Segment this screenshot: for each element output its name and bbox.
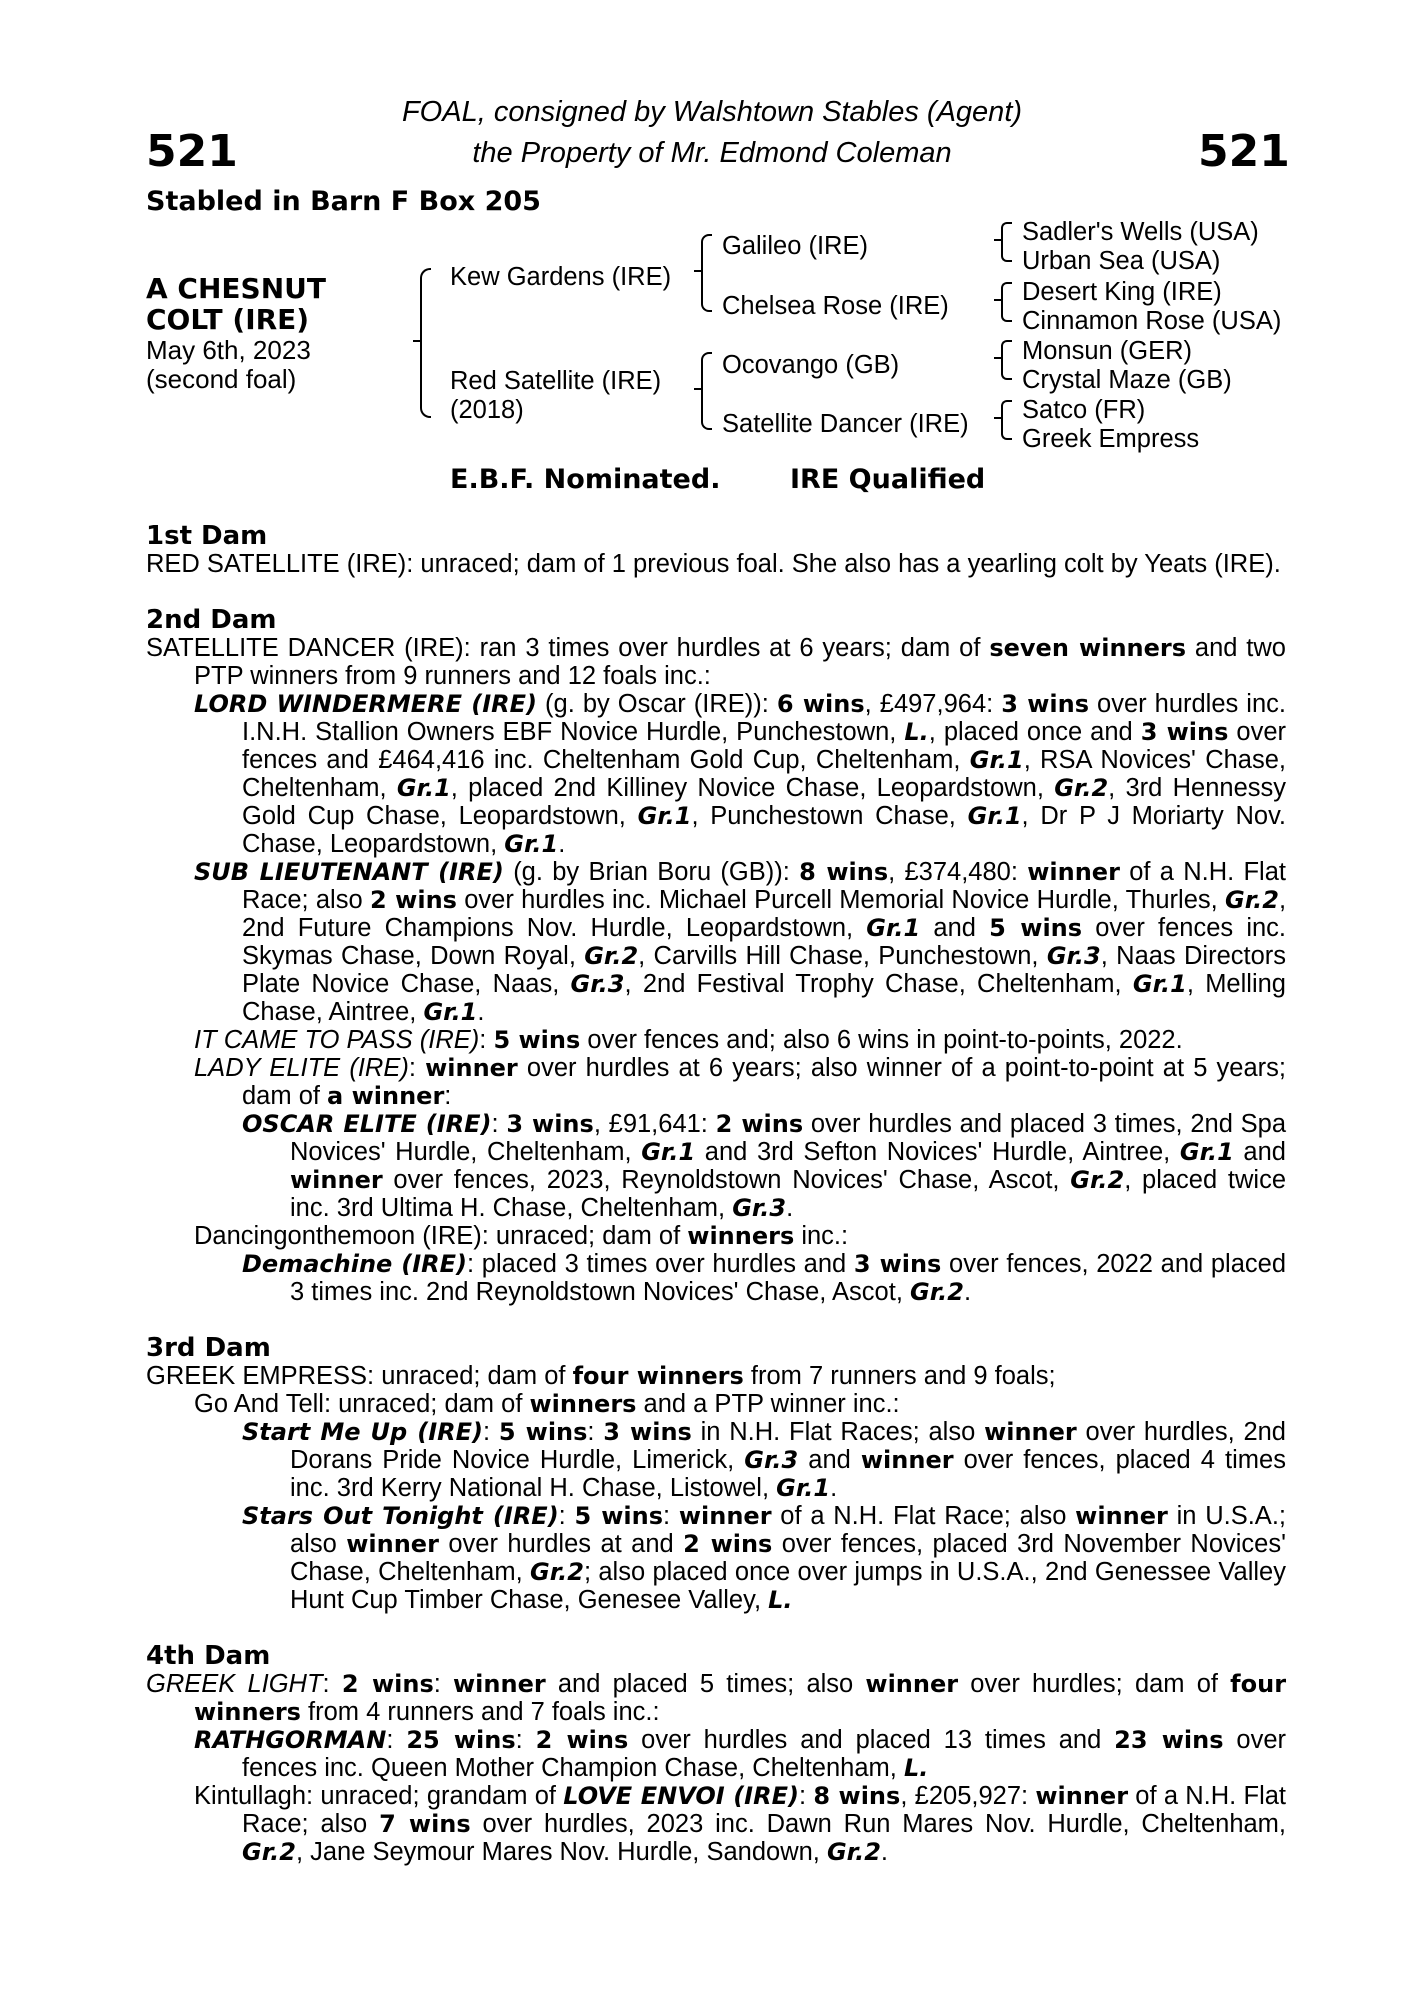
pedigree-g3-5: Monsun (GER) bbox=[1022, 337, 1193, 365]
pedigree-brace-g4 bbox=[1001, 400, 1012, 440]
pedigree-dam-sire: Ocovango (GB) bbox=[722, 351, 900, 379]
produce-oscar-elite: OSCAR ELITE (IRE): 3 wins, £91,641: 2 wins over hurdles and placed 3 times, 2nd Spa Novices' Hurdle, Cheltenham, Gr.1 and 3rd Sefton Novices' Hurdle, Aintree, Gr.1 and winner over fences, 2023, Reynoldstown Novices' Chase, Ascot, Gr.2, placed twice inc. 3rd Ultima H. Chase, Cheltenham, Gr.3. bbox=[242, 1110, 1287, 1222]
foaling-date: May 6th, 2023 bbox=[146, 335, 311, 365]
pedigree-dam-dam: Satellite Dancer (IRE) bbox=[722, 410, 969, 438]
dam3-text: GREEK EMPRESS: unraced; dam of four winners from 7 runners and 9 foals; bbox=[146, 1362, 1056, 1390]
produce-lord-windermere: LORD WINDERMERE (IRE) (g. by Oscar (IRE)): 6 wins, £497,964: 3 wins over hurdles inc. I.N.H. Stallion Owners EBF Novice Hurdle, Punchestown, L., placed once and 3 wins over fences and £464,416 inc. Cheltenham Gold Cup, Cheltenham, Gr.1, RSA Novices' Chase, Cheltenham, Gr.1, placed 2nd Killiney Novice Chase, Leopardstown, Gr.2, 3rd Hennessy Gold Cup Chase, Leopardstown, Gr.1, Punchestown Chase, Gr.1, Dr P J Moriarty Nov. Chase, Leopardstown, Gr.1. bbox=[194, 690, 1287, 858]
pedigree-brace-sire bbox=[701, 234, 712, 312]
pedigree-g3-3: Desert King (IRE) bbox=[1022, 278, 1222, 306]
pedigree-brace-g1-tip bbox=[994, 239, 1001, 241]
pedigree-dam: Red Satellite (IRE) bbox=[450, 367, 662, 395]
produce-kintullagh: Kintullagh: unraced; grandam of LOVE ENVOI (IRE): 8 wins, £205,927: winner of a N.H. Flat Race; also 7 wins over hurdles, 2023 inc. Dawn Run Mares Nov. Hurdle, Cheltenham, Gr.2, Jane Seymour Mares Nov. Hurdle, Sandown, Gr.2. bbox=[194, 1782, 1287, 1866]
dam1-heading: 1st Dam bbox=[146, 521, 268, 551]
pedigree-brace-main bbox=[420, 268, 431, 418]
horse-description-line-2: COLT (IRE) bbox=[146, 303, 310, 336]
pedigree-brace-g2 bbox=[1001, 282, 1012, 322]
pedigree-g3-7: Satco (FR) bbox=[1022, 396, 1146, 424]
pedigree-body bbox=[146, 522, 1286, 1866]
ebf-nominated: E.B.F. Nominated. bbox=[450, 464, 721, 495]
produce-it-came-to-pass: IT CAME TO PASS (IRE): 5 wins over fences and; also 6 wins in point-to-points, 2022. bbox=[194, 1026, 1183, 1054]
pedigree-brace-g1 bbox=[1001, 222, 1012, 262]
produce-demachine: Demachine (IRE): placed 3 times over hurdles and 3 wins over fences, 2022 and placed 3 times inc. 2nd Reynoldstown Novices' Chase, Ascot, Gr.2. bbox=[242, 1250, 1287, 1306]
foal-note: (second foal) bbox=[146, 364, 297, 394]
produce-dancingonthemoon: Dancingonthemoon (IRE): unraced; dam of winners inc.: bbox=[194, 1222, 849, 1250]
pedigree-brace-sire-tip bbox=[694, 270, 701, 272]
dam3-heading: 3rd Dam bbox=[146, 1333, 271, 1363]
pedigree-brace-dam-tip bbox=[694, 388, 701, 390]
pedigree-g3-2: Urban Sea (USA) bbox=[1022, 247, 1221, 275]
produce-sub-lieutenant: SUB LIEUTENANT (IRE) (g. by Brian Boru (GB)): 8 wins, £374,480: winner of a N.H. Flat Race; also 2 wins over hurdles inc. Michael Purcell Memorial Novice Hurdle, Thurles, Gr.2, 2nd Future Champions Nov. Hurdle, Leopardstown, Gr.1 and 5 wins over fences inc. Skymas Chase, Down Royal, Gr.2, Carvills Hill Chase, Punchestown, Gr.3, Naas Directors Plate Novice Chase, Naas, Gr.3, 2nd Festival Trophy Chase, Cheltenham, Gr.1, Melling Chase, Aintree, Gr.1. bbox=[194, 858, 1287, 1026]
produce-start-me-up: Start Me Up (IRE): 5 wins: 3 wins in N.H. Flat Races; also winner over hurdles, 2nd Dorans Pride Novice Hurdle, Limerick, Gr.3 and winner over fences, placed 4 times inc. 3rd Kerry National H. Chase, Listowel, Gr.1. bbox=[242, 1418, 1286, 1502]
pedigree-brace-g3-tip bbox=[994, 357, 1001, 359]
pedigree-brace-g4-tip bbox=[994, 417, 1001, 419]
pedigree-g3-6: Crystal Maze (GB) bbox=[1022, 366, 1232, 394]
stabled-location: Stabled in Barn F Box 205 bbox=[146, 186, 541, 217]
pedigree-brace-dam bbox=[701, 352, 712, 430]
pedigree-brace-g3 bbox=[1001, 340, 1012, 380]
pedigree-sire: Kew Gardens (IRE) bbox=[450, 263, 672, 291]
lot-number-left: 521 bbox=[146, 126, 238, 177]
dam2-heading: 2nd Dam bbox=[146, 605, 277, 635]
consignment-line-2: the Property of Mr. Edmond Coleman bbox=[472, 137, 952, 169]
produce-stars-out-tonight: Stars Out Tonight (IRE): 5 wins: winner of a N.H. Flat Race; also winner in U.S.A.; also winner over hurdles at and 2 wins over fences, placed 3rd November Novices' Chase, Cheltenham, Gr.2; also placed once over jumps in U.S.A., 2nd Genessee Valley Hunt Cup Timber Chase, Genesee Valley, L. bbox=[242, 1502, 1286, 1614]
horse-description-line-1: A CHESNUT bbox=[146, 272, 326, 305]
pedigree-brace-main-tip bbox=[413, 340, 420, 342]
produce-lady-elite: LADY ELITE (IRE): winner over hurdles at 6 years; also winner of a point-to-point at 5 years; dam of a winner: bbox=[194, 1054, 1286, 1110]
dam4-text: GREEK LIGHT: 2 wins: winner and placed 5 times; also winner over hurdles; dam of four winners from 4 runners and 7 foals inc.: bbox=[146, 1670, 1287, 1726]
dam1-text: RED SATELLITE (IRE): unraced; dam of 1 previous foal. She also has a yearling colt by Yeats (IRE). bbox=[146, 550, 1281, 578]
pedigree-g3-8: Greek Empress bbox=[1022, 425, 1200, 453]
consignment-line-1: FOAL, consigned by Walshtown Stables (Agent) bbox=[401, 96, 1023, 128]
pedigree-sire-dam: Chelsea Rose (IRE) bbox=[722, 292, 949, 320]
dam4-heading: 4th Dam bbox=[146, 1641, 271, 1671]
ire-qualified: IRE Qualified bbox=[790, 464, 986, 495]
pedigree-brace-g2-tip bbox=[994, 299, 1001, 301]
lot-number-right: 521 bbox=[1198, 126, 1290, 177]
pedigree-dam-year: (2018) bbox=[450, 396, 524, 424]
dam2-text: SATELLITE DANCER (IRE): ran 3 times over hurdles at 6 years; dam of seven winners and two PTP winners from 9 runners and 12 foals inc.: bbox=[146, 634, 1286, 690]
produce-go-and-tell: Go And Tell: unraced; dam of winners and a PTP winner inc.: bbox=[194, 1390, 900, 1418]
pedigree-g3-1: Sadler's Wells (USA) bbox=[1022, 218, 1259, 246]
pedigree-sire-sire: Galileo (IRE) bbox=[722, 232, 868, 260]
produce-rathgorman: RATHGORMAN: 25 wins: 2 wins over hurdles and placed 13 times and 23 wins over fences inc. Queen Mother Champion Chase, Cheltenham, L. bbox=[194, 1726, 1286, 1782]
pedigree-g3-4: Cinnamon Rose (USA) bbox=[1022, 307, 1282, 335]
